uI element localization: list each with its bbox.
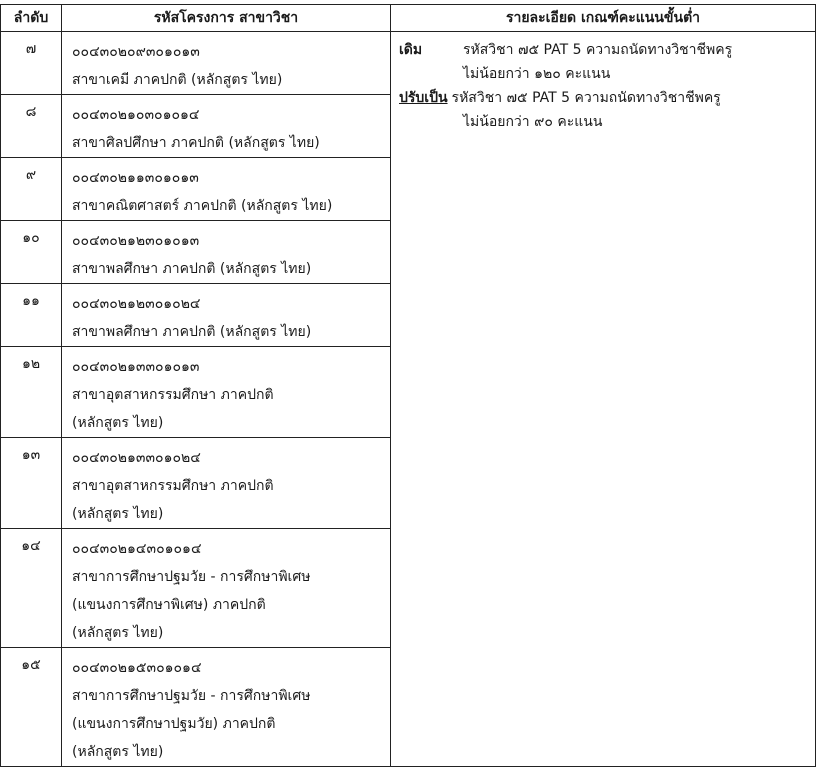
program-line: (แขนงการศึกษาปฐมวัย) ภาคปกติ (72, 716, 276, 732)
header-detail: รายละเอียด เกณฑ์คะแนนขั้นต่ำ (391, 5, 816, 32)
program-info (62, 284, 391, 347)
table-row (1, 32, 816, 95)
program-info (62, 221, 391, 284)
criteria-detail (391, 32, 816, 767)
program-code: ๐๐๔๓๐๒๑๑๓๐๑๐๑๓ (72, 170, 199, 186)
row-number: ๑๔ (1, 529, 62, 648)
program-line: สาขาศิลปศึกษา ภาคปกติ (หลักสูตร ไทย) (72, 135, 320, 151)
row-number: ๑๐ (1, 221, 62, 284)
header-row (1, 5, 816, 32)
program-line: (แขนงการศึกษาพิเศษ) ภาคปกติ (72, 597, 266, 613)
program-line: สาขาการศึกษาปฐมวัย - การศึกษาพิเศษ (72, 569, 311, 585)
program-info (62, 158, 391, 221)
program-line: สาขาพลศึกษา ภาคปกติ (หลักสูตร ไทย) (72, 261, 312, 277)
program-info (62, 529, 391, 648)
program-code: ๐๐๔๓๐๒๑๓๓๐๑๐๒๔ (72, 450, 201, 466)
old-text-2: ไม่น้อยกว่า ๑๒๐ คะแนน (463, 66, 611, 82)
program-line: สาขาการศึกษาปฐมวัย - การศึกษาพิเศษ (72, 688, 311, 704)
row-number: ๑๓ (1, 438, 62, 529)
program-line: สาขาอุตสาหกรรมศึกษา ภาคปกติ (72, 387, 274, 403)
new-label: ปรับเป็น (399, 90, 448, 106)
new-text-2: ไม่น้อยกว่า ๙๐ คะแนน (463, 114, 603, 130)
program-code: ๐๐๔๓๐๒๑๔๓๐๑๐๑๔ (72, 541, 202, 557)
program-code: ๐๐๔๓๐๒๑๐๓๐๑๐๑๔ (72, 107, 200, 123)
row-number: ๑๒ (1, 347, 62, 438)
old-criteria-line1 (399, 38, 815, 62)
old-label: เดิม (399, 42, 423, 58)
header-code: รหัสโครงการ สาขาวิชา (62, 5, 391, 32)
header-no: ลำดับ (1, 5, 62, 32)
row-number: ๗ (1, 32, 62, 95)
row-number: ๑๕ (1, 648, 62, 767)
program-info (62, 347, 391, 438)
old-criteria-line2 (399, 62, 815, 86)
new-criteria-line1 (399, 86, 815, 110)
program-line: (หลักสูตร ไทย) (72, 506, 164, 522)
row-number: ๑๑ (1, 284, 62, 347)
program-code: ๐๐๔๓๐๒๐๙๓๐๑๐๑๓ (72, 44, 200, 60)
program-info (62, 648, 391, 767)
program-line: สาขาอุตสาหกรรมศึกษา ภาคปกติ (72, 478, 274, 494)
program-line: สาขาพลศึกษา ภาคปกติ (หลักสูตร ไทย) (72, 324, 312, 340)
program-line: (หลักสูตร ไทย) (72, 625, 164, 641)
new-text-1: รหัสวิชา ๗๕ PAT 5 ความถนัดทางวิชาชีพครู (451, 90, 721, 106)
program-line: (หลักสูตร ไทย) (72, 744, 164, 760)
program-info (62, 438, 391, 529)
program-line: (หลักสูตร ไทย) (72, 415, 164, 431)
old-text-1: รหัสวิชา ๗๕ PAT 5 ความถนัดทางวิชาชีพครู (463, 42, 733, 58)
program-code: ๐๐๔๓๐๒๑๓๓๐๑๐๑๓ (72, 359, 200, 375)
row-number: ๙ (1, 158, 62, 221)
program-code: ๐๐๔๓๐๒๑๒๓๐๑๐๒๔ (72, 296, 201, 312)
criteria-table (0, 4, 816, 767)
program-line: สาขาเคมี ภาคปกติ (หลักสูตร ไทย) (72, 72, 283, 88)
program-info (62, 32, 391, 95)
row-number: ๘ (1, 95, 62, 158)
program-info (62, 95, 391, 158)
program-code: ๐๐๔๓๐๒๑๕๓๐๑๐๑๔ (72, 660, 202, 676)
new-criteria-line2 (399, 110, 815, 134)
program-code: ๐๐๔๓๐๒๑๒๓๐๑๐๑๓ (72, 233, 200, 249)
program-line: สาขาคณิตศาสตร์ ภาคปกติ (หลักสูตร ไทย) (72, 198, 333, 214)
